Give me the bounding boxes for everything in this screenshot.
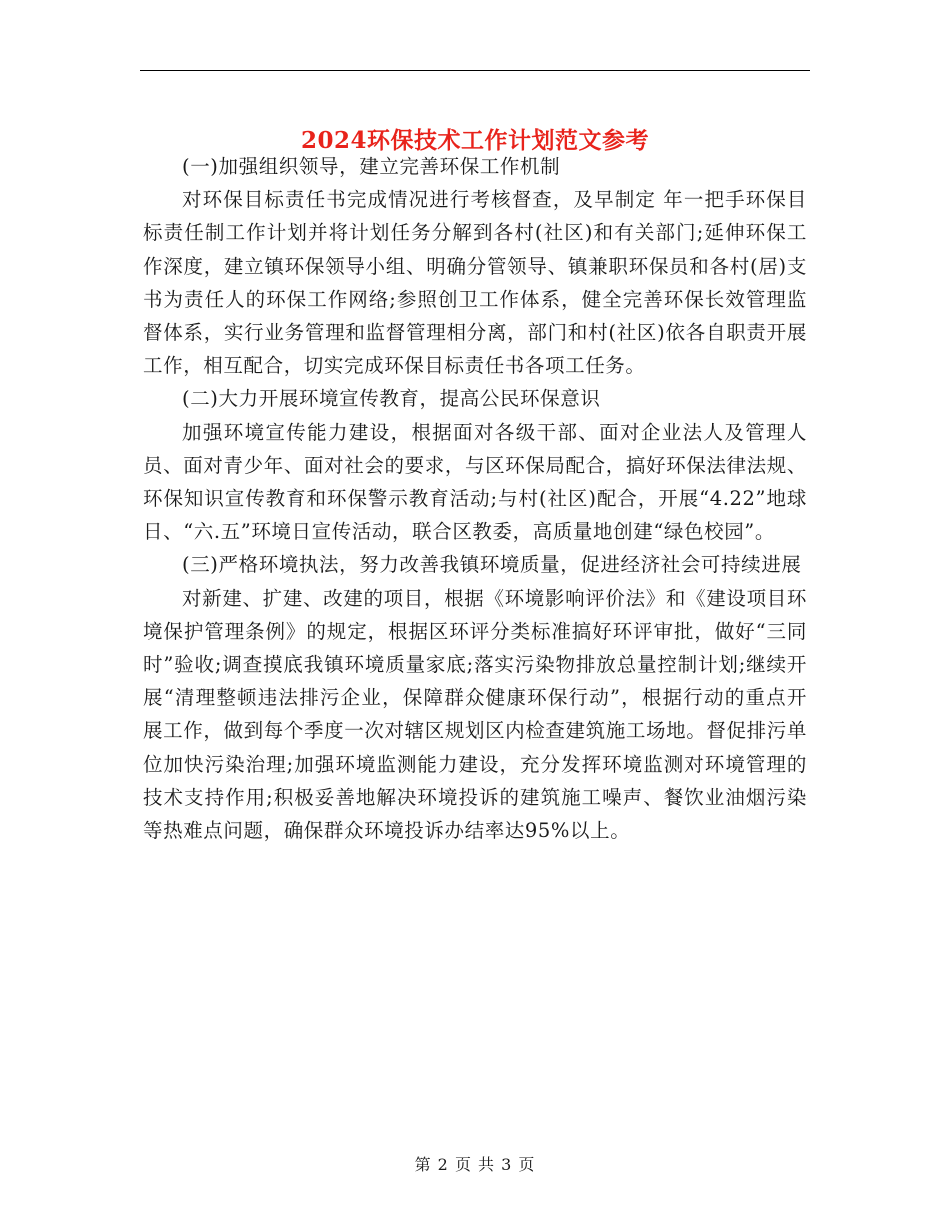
- section-paragraph-1: 对环保目标责任书完成情况进行考核督查，及早制定 年一把手环保目标责任制工作计划并将计划任务分解到各村(社区)和有关部门;延伸环保工作深度，建立镇环保领导小组、明确分管领导、镇兼职环保员和各村(居)支书为责任人的环保工作网络;参照创卫工作体系，健全完善环保长效管理监督体系，实行业务管理和监督管理相分离，部门和村(社区)依各自职责开展工作，相互配合，切实完成环保目标责任书各项工任务。: [143, 188, 807, 378]
- document-body: [143, 150, 807, 847]
- section-paragraph-2: 加强环境宣传能力建设，根据面对各级干部、面对企业法人及管理人员、面对青少年、面对社会的要求，与区环保局配合，搞好环保法律法规、环保知识宣传教育和环保警示教育活动;与村(社区)配合，开展“4.22”地球日、“六.五”环境日宣传活动，联合区教委，高质量地创建“绿色校园”。: [143, 420, 807, 544]
- document-title: 2024环保技术工作计划范文参考: [300, 127, 649, 155]
- section-heading-1: (一)加强组织领导，建立完善环保工作机制: [182, 155, 561, 178]
- section-heading-3: (三)严格环境执法，努力改善我镇环境质量，促进经济社会可持续进展: [182, 553, 802, 577]
- section-paragraph-3: 对新建、扩建、改建的项目，根据《环境影响评价法》和《建设项目环境保护管理条例》的规定，根据区环评分类标准搞好环评审批，做好“三同时”验收;调查摸底我镇环境质量家底;落实污染物排放总量控制计划;继续开展“清理整顿违法排污企业，保障群众健康环保行动”，根据行动的重点开展工作，做到每个季度一次对辖区规划区内检查建筑施工场地。督促排污单位加快污染治理;加强环境监测能力建设，充分发挥环境监测对环境管理的技术支持作用;积极妥善地解决环境投诉的建筑施工噪声、餐饮业油烟污染等热难点问题，确保群众环境投诉办结率达95%以上。: [143, 586, 807, 843]
- page-number: 第 2 页 共 3 页: [414, 1155, 536, 1174]
- section-heading-2: (二)大力开展环境宣传教育，提高公民环保意识: [182, 387, 601, 411]
- header-rule: [140, 70, 810, 71]
